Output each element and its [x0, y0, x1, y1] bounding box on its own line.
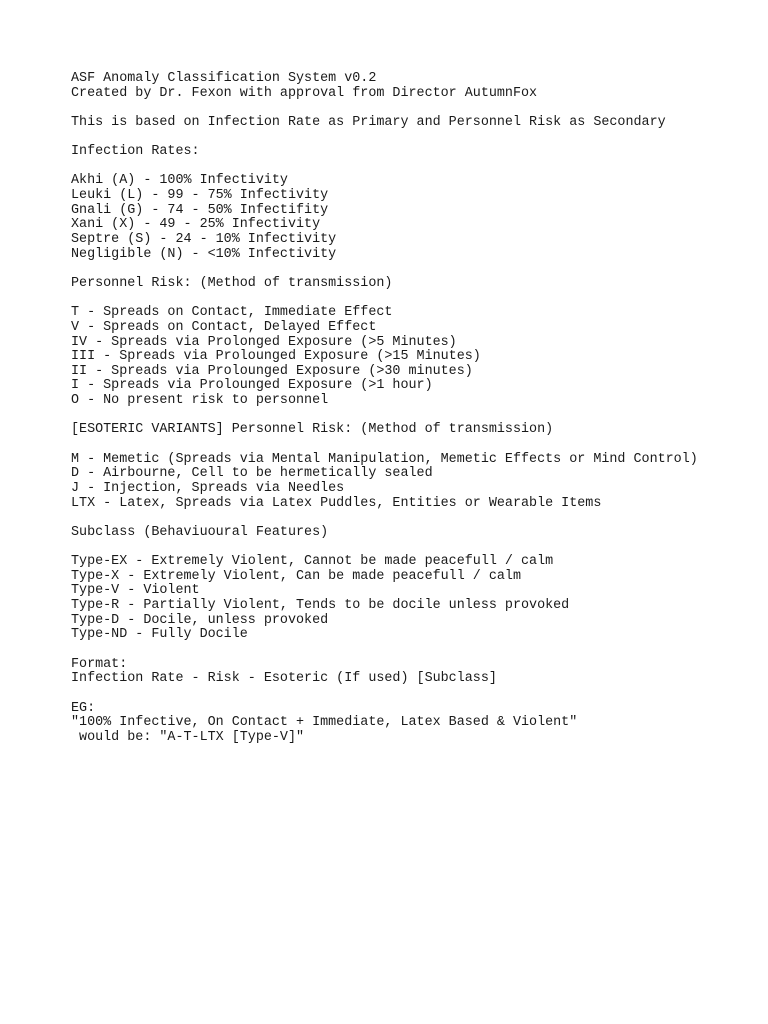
blank-line [71, 643, 751, 658]
example-line: "100% Infective, On Contact + Immediate, Latex Based & Violent" [71, 715, 578, 731]
infection-rate-item: Negligible (N) - <10% Infectivity [71, 246, 337, 262]
infection-rate-item: Xani (X) - 49 - 25% Infectivity [71, 217, 321, 233]
blank-line [71, 160, 751, 175]
personnel-risk-item: I - Spreads via Prolounged Exposure (>1 hour) [71, 378, 433, 394]
subclass-item: Type-V - Violent [71, 583, 200, 599]
blank-line [71, 262, 751, 277]
blank-line [71, 131, 751, 146]
blank-line [71, 101, 751, 116]
blank-line [71, 292, 751, 307]
author-line: Created by Dr. Fexon with approval from Director AutumnFox [71, 85, 538, 101]
personnel-risk-item: II - Spreads via Prolounged Exposure (>30 minutes) [71, 363, 473, 379]
personnel-risk-item: IV - Spreads via Prolonged Exposure (>5 Minutes) [71, 334, 457, 350]
infection-rate-item: Leuki (L) - 99 - 75% Infectivity [71, 188, 329, 204]
esoteric-variant-item: M - Memetic (Spreads via Mental Manipulation, Memetic Effects or Mind Control) [71, 451, 698, 467]
section-heading-personnel-risk: Personnel Risk: (Method of transmission) [71, 275, 393, 291]
section-heading-format: Format: [71, 656, 128, 672]
example-result-line: would be: "A-T-LTX [Type-V]" [71, 729, 305, 745]
esoteric-variant-item: LTX - Latex, Spreads via Latex Puddles, Entities or Wearable Items [71, 495, 602, 511]
section-heading-example: EG: [71, 700, 96, 716]
document-body [71, 72, 751, 745]
subclass-item: Type-X - Extremely Violent, Can be made peacefull / calm [71, 568, 521, 584]
subclass-item: Type-D - Docile, unless provoked [71, 612, 329, 628]
esoteric-variant-item: D - Airbourne, Cell to be hermetically sealed [71, 466, 433, 482]
esoteric-variant-item: J - Injection, Spreads via Needles [71, 480, 345, 496]
subclass-item: Type-EX - Extremely Violent, Cannot be made peacefull / calm [71, 554, 554, 570]
format-line: Infection Rate - Risk - Esoteric (If used) [Subclass] [71, 671, 497, 687]
blank-line [71, 438, 751, 453]
subclass-item: Type-R - Partially Violent, Tends to be docile unless provoked [71, 598, 570, 614]
personnel-risk-item: O - No present risk to personnel [71, 393, 329, 409]
blank-line [71, 409, 751, 424]
blank-line [71, 687, 751, 702]
intro-line: This is based on Infection Rate as Primary and Personnel Risk as Secondary [71, 114, 666, 130]
infection-rate-item: Akhi (A) - 100% Infectivity [71, 173, 288, 189]
infection-rate-item: Gnali (G) - 74 - 50% Infectifity [71, 202, 329, 218]
blank-line [71, 511, 751, 526]
personnel-risk-item: III - Spreads via Prolounged Exposure (>15 Minutes) [71, 349, 481, 365]
blank-line [71, 541, 751, 556]
subclass-item: Type-ND - Fully Docile [71, 627, 248, 643]
section-heading-subclass: Subclass (Behaviuoural Features) [71, 524, 329, 540]
infection-rate-item: Septre (S) - 24 - 10% Infectivity [71, 232, 337, 248]
section-heading-infection-rates: Infection Rates: [71, 144, 200, 160]
personnel-risk-item: V - Spreads on Contact, Delayed Effect [71, 319, 377, 335]
document-title: ASF Anomaly Classification System v0.2 [71, 71, 377, 86]
personnel-risk-item: T - Spreads on Contact, Immediate Effect [71, 305, 393, 321]
section-heading-esoteric-variants: [ESOTERIC VARIANTS] Personnel Risk: (Method of transmission) [71, 422, 554, 438]
